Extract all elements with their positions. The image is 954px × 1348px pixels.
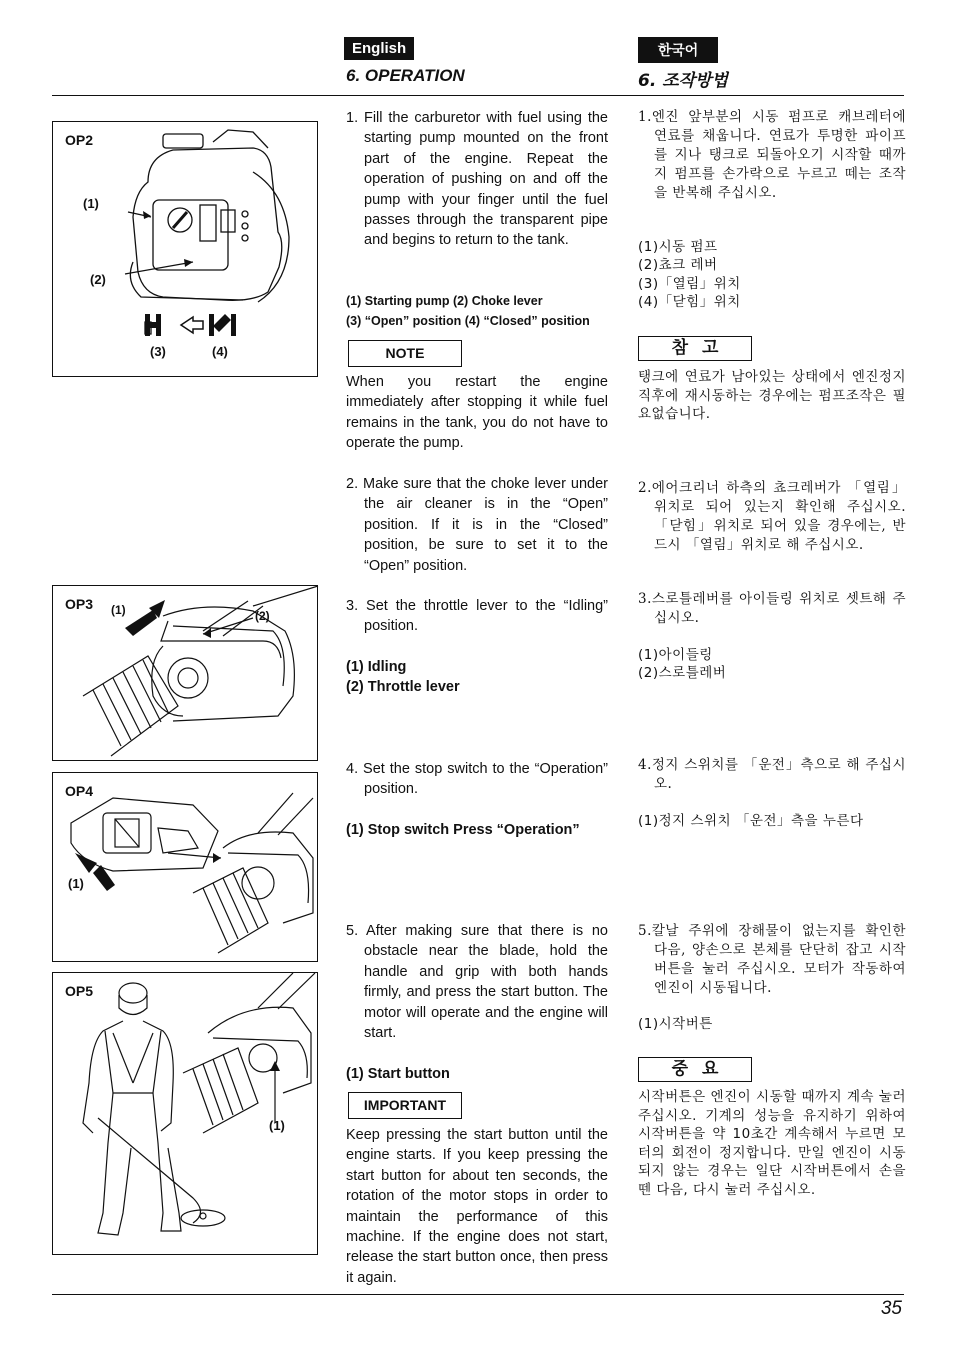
ko-step-4: 4.정지 스위치를 「운전」측으로 해 주십시오.	[638, 757, 906, 792]
ko-step-3: 3.스로틀레버를 아이들링 위치로 셋트해 주십시오.	[638, 591, 906, 626]
ko-step3-caption-1: (1)아이들링	[638, 647, 713, 663]
header-rule	[52, 95, 904, 96]
op5-illustration	[53, 973, 319, 1256]
op5-label: OP5	[65, 983, 94, 999]
ko-step1-caption-3: (3)「열림」위치	[638, 276, 741, 292]
ko-note-text: 탱크에 연료가 남아있는 상태에서 엔진정지 직후에 재시동하는 경우에는 펌프조작은 필요없습니다.	[638, 369, 906, 422]
en-important-label: IMPORTANT	[348, 1092, 462, 1119]
ko-important-label: 중요	[638, 1057, 752, 1082]
figure-op5	[52, 972, 318, 1255]
en-note-text: When you restart the engine immediately after stopping it while fuel remains in the tank, you do not have to operate the pump.	[346, 374, 608, 452]
op2-label: OP2	[65, 132, 94, 148]
en-step3-caption-2: (2) Throttle lever	[346, 679, 460, 695]
ko-step5-caption: (1)시작버튼	[638, 1016, 713, 1032]
korean-section-title: 6. 조작방법	[638, 71, 728, 91]
english-section-title: 6. OPERATION	[346, 66, 465, 85]
figure-op2	[52, 121, 318, 377]
op4-callout-1: (1)	[68, 876, 84, 891]
op3-callout-1: (1)	[111, 603, 126, 617]
op2-callout-3: (3)	[150, 344, 166, 359]
english-language-tag: English	[344, 37, 414, 60]
op3-label: OP3	[65, 596, 94, 612]
ko-step1-caption-1: (1)시동 펌프	[638, 239, 718, 255]
en-step3-caption-1: (1) Idling	[346, 659, 407, 675]
op4-label: OP4	[65, 783, 94, 799]
ko-step-1: 1.엔진 앞부분의 시동 펌프로 캐브레터에 연료를 채웁니다. 연료가 투명한 파이프를 지나 탱크로 되돌아오기 시작할 때까지 펌프를 손가락으로 누르고 떼는 조작을 반복해 주십시오.	[638, 109, 906, 201]
figure-op3	[52, 585, 318, 761]
en-step5-caption: (1) Start button	[346, 1066, 450, 1082]
ko-step4-caption: (1)정지 스위치 「운전」측을 누른다	[638, 813, 864, 829]
en-note-label: NOTE	[348, 340, 462, 367]
figure-op4	[52, 772, 318, 962]
op3-callout-2: (2)	[255, 609, 270, 623]
en-step1-caption-b: (3) “Open” position (4) “Closed” position	[346, 314, 590, 328]
en-step4-caption: (1) Stop switch Press “Operation”	[346, 822, 580, 838]
ko-step-5: 5.칼날 주위에 장해물이 없는지를 확인한 다음, 양손으로 본체를 단단히 잡고 시작버튼을 눌러 주십시오. 모터가 작동하여 엔진이 시동됩니다.	[638, 923, 906, 996]
op4-illustration	[53, 773, 319, 963]
op3-illustration	[53, 586, 319, 762]
ko-step3-caption-2: (2)스로틀레버	[638, 665, 727, 681]
ko-step1-caption-4: (4)「닫힘」위치	[638, 294, 741, 310]
op2-callout-2: (2)	[90, 272, 106, 287]
ko-step1-caption-2: (2)쵸크 레버	[638, 257, 718, 273]
en-important-text: Keep pressing the start button until the engine starts. If you keep pressing the start button for about ten seconds, the rotation of the motor stops in order to maintain the performance of this machine. If the engine does not start, release the start button once, then press it again.	[346, 1127, 608, 1286]
op2-illustration	[53, 122, 319, 378]
en-step-5: 5. After making sure that there is no obstacle near the blade, hold the handle and grip with both hands firmly, and press the start button. The motor will operate and the engine will start.	[346, 923, 608, 1042]
en-step1-caption-a: (1) Starting pump (2) Choke lever	[346, 294, 543, 308]
page-number: 35	[880, 1298, 902, 1319]
op5-callout-1: (1)	[269, 1118, 285, 1133]
ko-step-2: 2.에어크리너 하측의 쵸크레버가 「열림」위치로 되어 있는지 확인해 주십시오. 「닫힘」위치로 되어 있을 경우에는, 반드시 「열림」위치로 해 주십시오.	[638, 480, 906, 553]
en-step-1: 1. Fill the carburetor with fuel using the starting pump mounted on the front part of the engine. Repeat the operation of pushing on and off the pump with your finger until the fuel passes through the transparent pipe and begins to return to the tank.	[346, 110, 608, 249]
en-step-4: 4. Set the stop switch to the “Operation” position.	[346, 761, 608, 798]
en-step-2: 2. Make sure that the choke lever under the air cleaner is in the “Open” position. If it is in the “Closed” position, be sure to set it to the “Open” position.	[346, 476, 608, 574]
korean-language-tag: 한국어	[638, 37, 718, 63]
footer-rule	[52, 1294, 904, 1295]
op2-callout-1: (1)	[83, 196, 99, 211]
en-step-3: 3. Set the throttle lever to the “Idling” position.	[346, 598, 608, 635]
ko-important-text: 시작버튼은 엔진이 시동할 때까지 계속 눌러 주십시오. 기계의 성능을 유지하기 위하여 시작버튼을 약 10초간 계속해서 누르면 모터의 회전이 정지합니다. 만일 엔진이 시동되지 않는 경우는 일단 시작버튼에서 손을 뗀 다음, 다시 눌러 주십시오.	[638, 1089, 906, 1198]
op2-callout-4: (4)	[212, 344, 228, 359]
ko-note-label: 참고	[638, 336, 752, 361]
